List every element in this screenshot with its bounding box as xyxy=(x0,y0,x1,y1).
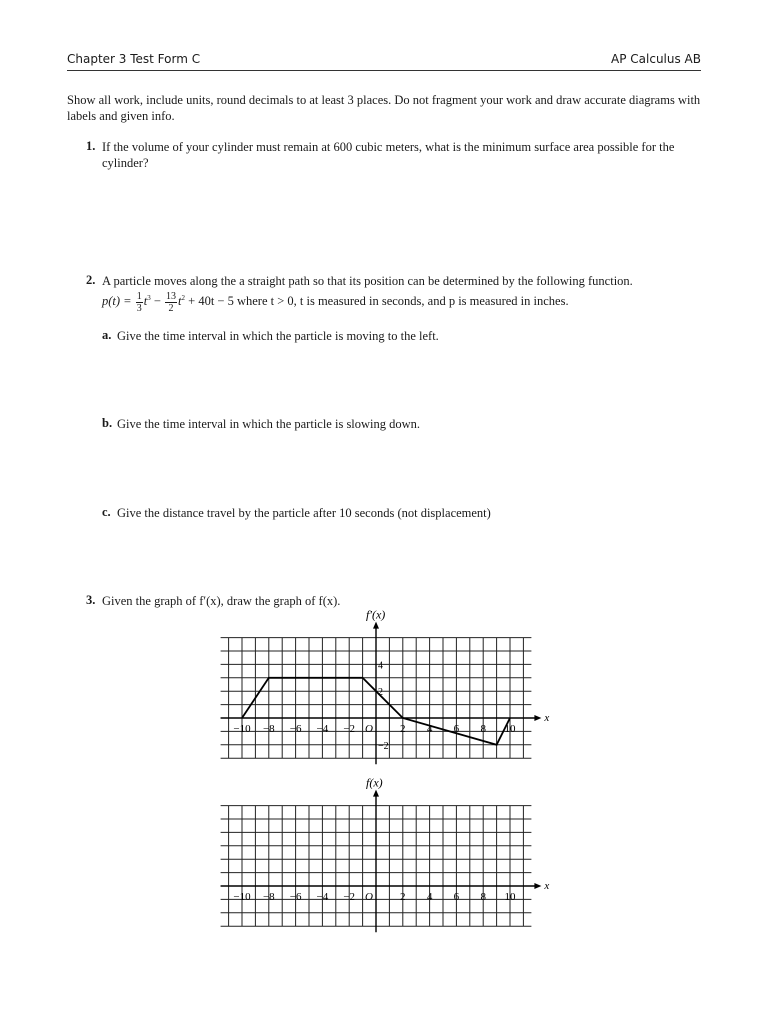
y-axis-label: f′(x) xyxy=(366,607,386,622)
x-tick-label: −8 xyxy=(262,723,275,735)
q2c-label: c. xyxy=(102,505,111,519)
page-header xyxy=(67,52,701,71)
x-axis-label: x xyxy=(544,880,550,892)
y-tick-label: 4 xyxy=(378,660,383,672)
frac2-denominator: 2 xyxy=(168,302,174,314)
fraction-2 xyxy=(165,291,177,314)
x-tick-label: 2 xyxy=(400,891,406,903)
x-tick-label: −8 xyxy=(262,891,275,903)
formula-lhs: p(t) = xyxy=(102,294,135,309)
q1-number: 1. xyxy=(86,139,96,153)
y-tick-label: 2 xyxy=(378,687,383,699)
x-tick-label: −10 xyxy=(233,891,251,903)
x-tick-label: 4 xyxy=(426,723,433,735)
q2c-text: Give the distance travel by the particle after 10 seconds (not displacement) xyxy=(117,506,491,520)
term1-exp: 3 xyxy=(147,294,151,302)
x-tick-label: −6 xyxy=(289,723,302,735)
x-tick-label: 4 xyxy=(426,891,433,903)
q2-formula xyxy=(102,290,702,314)
x-tick-label: −6 xyxy=(289,891,302,903)
q2a-text: Give the time interval in which the particle is moving to the left. xyxy=(117,329,439,343)
term1-var: t xyxy=(143,294,148,309)
function-graph xyxy=(216,775,550,944)
derivative-graph xyxy=(216,607,550,778)
q3-text: Given the graph of f′(x), draw the graph of f(x). xyxy=(102,594,341,608)
fraction-1 xyxy=(136,291,143,314)
x-tick-label: 8 xyxy=(480,891,486,903)
frac1-numerator: 1 xyxy=(136,290,142,302)
x-tick-label: 10 xyxy=(504,723,516,735)
formula-op: − xyxy=(150,294,165,309)
course-title: AP Calculus AB xyxy=(611,52,701,66)
x-tick-label: 8 xyxy=(480,723,486,735)
q2-text: A particle moves along the a straight path so that its position can be determined by the following function. xyxy=(102,274,633,288)
origin-label: O xyxy=(365,891,373,903)
y-axis-label: f(x) xyxy=(366,775,383,790)
q2a-label: a. xyxy=(102,328,112,342)
x-tick-label: 10 xyxy=(504,891,516,903)
x-tick-label: −4 xyxy=(316,723,329,735)
formula-rest: + 40t − 5 where t > 0, t is measured in seconds, and p is measured in inches. xyxy=(185,294,569,309)
term2-exp: 2 xyxy=(181,294,186,302)
chapter-title: Chapter 3 Test Form C xyxy=(67,52,201,66)
x-tick-label: −2 xyxy=(343,723,356,735)
x-tick-label: −10 xyxy=(233,723,251,735)
x-tick-label: −2 xyxy=(343,891,356,903)
x-axis-label: x xyxy=(544,712,550,724)
x-axis-arrow xyxy=(534,883,541,889)
q1-text: If the volume of your cylinder must remain at 600 cubic meters, what is the minimum surface area possible for the cylinder? xyxy=(102,140,675,170)
q3-number: 3. xyxy=(86,593,96,607)
instructions: Show all work, include units, round decimals to at least 3 places. Do not fragment your work and draw accurate diagrams with labels and given info. xyxy=(67,93,701,123)
origin-label: O xyxy=(365,723,373,735)
x-tick-label: 2 xyxy=(400,723,406,735)
q2b-label: b. xyxy=(102,416,113,430)
x-axis-arrow xyxy=(534,715,541,721)
y-tick-label: −2 xyxy=(378,740,389,752)
x-tick-label: 6 xyxy=(453,891,460,903)
q2b-text: Give the time interval in which the particle is slowing down. xyxy=(117,417,421,431)
term2-var: t xyxy=(178,294,182,309)
y-axis-arrow xyxy=(373,790,379,797)
x-tick-label: 6 xyxy=(453,723,460,735)
q2-number: 2. xyxy=(86,273,96,287)
y-axis-arrow xyxy=(373,622,379,629)
x-tick-label: −4 xyxy=(316,891,329,903)
frac1-denominator: 3 xyxy=(136,302,142,314)
frac2-numerator: 13 xyxy=(166,290,177,302)
